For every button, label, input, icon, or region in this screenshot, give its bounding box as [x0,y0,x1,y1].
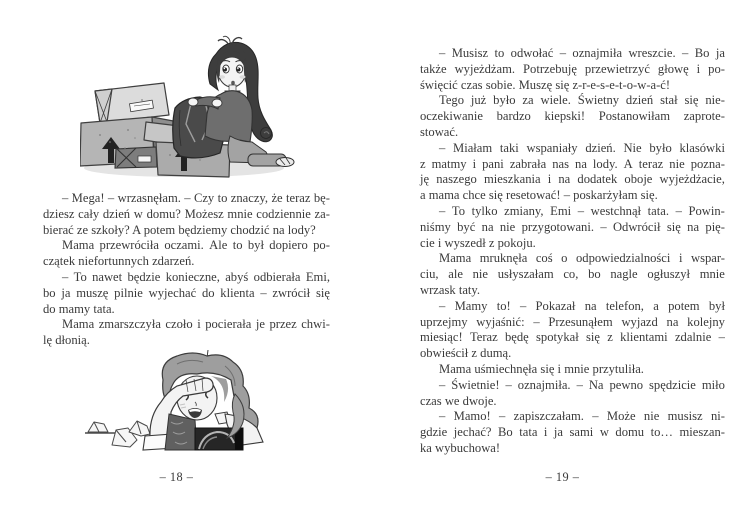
text-line: Mama mruknęła coś o odpowiedzialności i wspar- [439,251,725,266]
text-line: Mama zmarszczyła czoło i pocierała je przez chwi- [62,317,330,332]
text-line: – To nawet będzie konieczne, abyś odbierała Emi, [62,269,330,284]
text-line: – Mamo! – zapiszczałam. – Może nie musisz ni- [439,409,725,424]
text-line: czas we dwoje. [420,393,497,408]
text-line: – Miałam taki wspaniały dzień. Nie było klasówki [439,140,725,155]
text-line: stować. [420,124,459,139]
text-line: – Mamy to! – Pokazał na telefon, a potem był [439,298,725,313]
text-line: do mamy tata. [43,301,115,316]
text-line: lę dłonią. [43,333,90,348]
text-line: – Mega! – wrzasnęłam. – Czy to znaczy, że teraz bę- [62,191,330,205]
sandal-foot [276,158,294,167]
box-back [95,83,169,123]
text-line: ję naszego mieszkania i na dodatek oboje wyjeżdżacie, [420,172,725,187]
text-line: Tego już było za wiele. Świetny dzień stał się nie- [439,93,725,108]
left-page-text [43,191,330,349]
crumpled-tissues [88,421,150,447]
patterned-top [165,414,197,450]
blush [219,75,225,78]
hand [212,99,222,107]
text-line: Mama uśmiechnęła się i mnie przytuliła. [439,361,644,376]
blush [240,75,246,78]
text-line: Mama przewróciła oczami. Ale to był dopiero po- [62,238,330,253]
text-line: święcić czas sobie. Muszę się z-r-e-s-e-t-o-w-a-ć! [420,77,671,92]
text-line: bo ja muszę pilnie wyjechać do klienta – zwrócił się [43,285,330,300]
text-line: a mama chce się resetować! – poskarżyłam się. [420,188,658,203]
text-line: ka wybuchowa! [420,440,501,455]
right-page-text [420,46,725,457]
text-line: cie i wyszedł z pokoju. [420,235,536,250]
text-line: uprzejmy wyjaśnić: – Przesunąłem wyjazd na kolejny [420,314,725,329]
page-number-right: – 19 – [545,470,580,484]
box-small-dark [115,147,157,168]
illustration-mother-facepalm [85,350,270,452]
text-line: – Musisz to odwołać – oznajmiła wreszcie. – Bo ja [439,46,725,60]
hand [188,98,198,106]
text-line: z matmy i pani zabrała nas na lody. A teraz nie pozna- [420,156,725,171]
text-line: wrzask taty. [420,282,481,297]
text-line: oczekiwanie bardzo kiepski! Postanowiłam zaprote- [420,109,725,124]
mouth [231,81,235,85]
text-line: czątek niefortunnych zdarzeń. [43,254,195,269]
text-line: miesiąc! Teraz będę spotykał się z klientami zdalnie – [420,330,725,345]
text-line: dziesz cały dzień w domu? Możesz mnie codziennie za- [43,206,330,221]
text-line: – Świetnie! – oznajmiła. – Na pewno spędzicie miło [439,377,725,392]
text-line: ciu, ale nie usłyszałam co, bo nagle ogłuszył mnie [420,267,725,282]
text-line: niśmy być na nie przygotowani. – Odwrócił się na pię- [420,219,725,234]
mother-figure [143,350,263,450]
text-line: bierać ze szkoły? A potem będziemy chodzić na lody? [43,222,316,237]
text-line: – To tylko zmiany, Emi – westchnął tata. – Powin- [439,203,725,218]
text-line: także wyjeżdżam. Potrzebuję przewietrzyć głowę i po- [420,61,725,76]
text-line: gdzie jechać? Bo tata i ja sami w domu to… mieszan- [420,425,725,440]
page-number-left: – 18 – [159,470,194,484]
text-line: obwieścił z dumą. [420,346,512,361]
illustration-girl-unpacking-boxes [80,30,300,180]
